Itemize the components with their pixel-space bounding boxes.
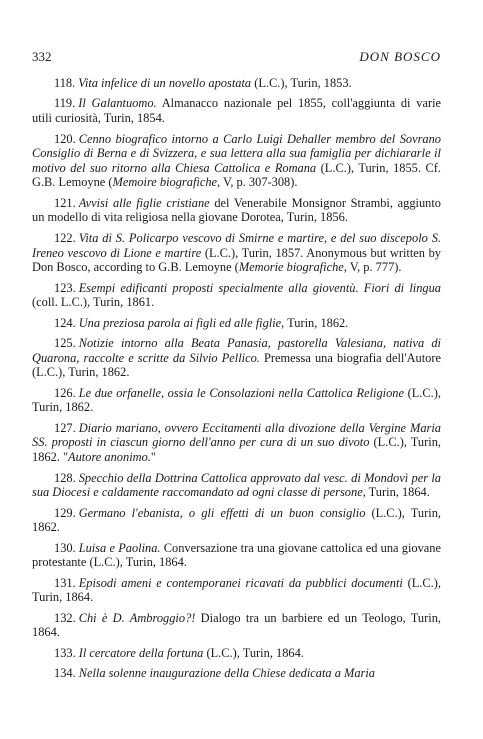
bibliography-entry bbox=[32, 421, 441, 465]
entry-number: 126. bbox=[54, 385, 76, 400]
entry-title-italic: Le due orfanelle, ossia le Consolazioni nella Cattolica Religione bbox=[78, 385, 404, 400]
entry-title-italic: Una preziosa parola ai figli ed alle figlie, bbox=[78, 315, 285, 330]
entry-title-italic: Memorie biografiche, bbox=[238, 260, 347, 275]
entry-title-italic: Specchio della Dottrina Cattolica approvato dal vesc. di Mondovì per la sua Diocesi e caldamente raccomandato ad ogni classe di persone, bbox=[32, 470, 441, 500]
entry-text: (L.C.), Turin, 1864. bbox=[203, 645, 304, 660]
entry-number: 125. bbox=[54, 336, 76, 351]
entry-number: 121. bbox=[54, 195, 76, 210]
bibliography-entry bbox=[32, 96, 441, 125]
entry-text: (L.C.), Turin, 1857. Anonymous but written by Don Bosco, according to G.B. Lemoyne ( bbox=[32, 245, 442, 275]
entry-title-italic: Memoire biografiche, bbox=[112, 175, 221, 190]
entry-number: 124. bbox=[54, 315, 76, 330]
entry-number: 118. bbox=[54, 76, 76, 90]
entry-text: Dialogo tra un barbiere ed un Teologo, Turin, 1864. bbox=[32, 610, 441, 640]
entry-text: (coll. L.C.), Turin, 1861. bbox=[32, 295, 155, 310]
entry-title-italic: Esempi edificanti proposti specialmente alla gioventù. Fiori di lingua bbox=[78, 280, 441, 295]
entry-number: 123. bbox=[54, 280, 76, 295]
entry-text: (L.C.), Turin, 1862. bbox=[32, 385, 441, 415]
entry-text: (L.C.), Turin, 1862. bbox=[32, 505, 441, 535]
entry-number: 134. bbox=[54, 666, 76, 681]
entry-text: Conversazione tra una giovane cattolica ed una giovane protestante (L.C.), Turin, 1864. bbox=[32, 540, 441, 570]
entry-number: 133. bbox=[54, 645, 76, 660]
entry-text: (L.C.), Turin, 1853. bbox=[251, 76, 352, 90]
entry-text: Turin, 1864. bbox=[365, 485, 430, 500]
bibliography-entry bbox=[32, 611, 441, 640]
bibliography-entry bbox=[32, 471, 441, 500]
entry-text: V, p. 307-308). bbox=[220, 175, 298, 190]
running-head: DON BOSCO bbox=[359, 49, 441, 64]
entry-number: 131. bbox=[54, 575, 76, 590]
bibliography-entry bbox=[32, 541, 441, 570]
entry-number: 128. bbox=[54, 470, 76, 485]
entry-text: Turin, 1862. bbox=[284, 315, 349, 330]
page-number: 332 bbox=[32, 49, 52, 64]
entry-text: " bbox=[150, 450, 156, 465]
entry-text: Almanacco nazionale pel 1855, coll'aggiunta di varie utili curiosità, Turin, 1854. bbox=[32, 96, 442, 126]
entry-number: 120. bbox=[54, 131, 76, 146]
entry-title-italic: Cenno biografico intorno a Carlo Luigi Dehaller membro del Sovrano Consiglio di Berna e di Svizzera, e sua lettera alla sua famiglia per dichiararle il motivo del suo ritorno alla Chiesa Cattolica e Romana bbox=[32, 131, 441, 175]
entry-text: Premessa una biografia dell'Autore (L.C.), Turin, 1862. bbox=[32, 350, 441, 380]
bibliography-entry bbox=[32, 196, 441, 225]
entry-number: 119. bbox=[54, 96, 76, 111]
bibliography-entry bbox=[32, 506, 441, 535]
entry-number: 122. bbox=[54, 230, 76, 245]
entry-title-italic: Notizie intorno alla Beata Panasia, pastorella Valesiana, nativa di Quarona, raccolte e scritte da Silvio Pellico. bbox=[32, 336, 441, 365]
bibliography-entry bbox=[32, 316, 441, 331]
entry-title-italic: Episodi ameni e contemporanei ricavati da pubblici documenti bbox=[78, 575, 403, 590]
page-header bbox=[32, 49, 441, 67]
bibliography-entry bbox=[32, 336, 441, 380]
entry-title-italic: Autore anonimo. bbox=[68, 450, 151, 465]
bibliography-entry bbox=[32, 76, 441, 91]
entry-title-italic: Diario mariano, ovvero Eccitamenti alla divozione della Vergine Maria SS. proposti in ciascun giorno dell'anno per cura di un suo divoto bbox=[32, 420, 441, 450]
entry-text: (L.C.), Turin, 1862. " bbox=[32, 435, 441, 465]
entry-title-italic: Germano l'ebanista, o gli effetti di un buon consiglio bbox=[78, 505, 366, 520]
entry-number: 130. bbox=[54, 540, 76, 555]
bibliography-entry bbox=[32, 231, 441, 275]
entry-title-italic: Il cercatore della fortuna bbox=[78, 645, 204, 660]
entry-text: del Venerabile Monsignor Strambi, aggiunto un modello di vita religiosa nella giovane Dorotea, Turin, 1856. bbox=[32, 195, 441, 225]
bibliography-entry bbox=[32, 132, 441, 190]
bibliography-entry bbox=[32, 386, 441, 415]
bibliography-entry bbox=[32, 281, 441, 310]
entry-number: 129. bbox=[54, 505, 76, 520]
entry-text: (L.C.), Turin, 1864. bbox=[32, 575, 441, 605]
entry-title-italic: Vita infelice di un novello apostata bbox=[78, 76, 252, 90]
bibliography-list bbox=[32, 76, 441, 687]
entry-number: 132. bbox=[54, 610, 76, 625]
entry-title-italic: Avvisi alle figlie cristiane bbox=[78, 195, 210, 210]
entry-number: 127. bbox=[54, 420, 76, 435]
entry-title-italic: Nella solenne inaugurazione della Chiese dedicata a Maria bbox=[78, 666, 375, 681]
entry-title-italic: Il Galantuomo. bbox=[78, 96, 157, 111]
entry-text: V, p. 777). bbox=[346, 260, 402, 275]
entry-title-italic: Vita di S. Policarpo vescovo di Smirne e martire, e del suo discepolo S. Ireneo vescovo di Lione e martire bbox=[32, 230, 441, 260]
entry-text: (L.C.), Turin, 1855. Cf. G.B. Lemoyne ( bbox=[32, 160, 441, 190]
entry-title-italic: Luisa e Paolina. bbox=[78, 540, 161, 555]
bibliography-entry bbox=[32, 646, 441, 661]
bibliography-entry bbox=[32, 576, 441, 605]
entry-title-italic: Chi è D. Ambroggio?! bbox=[78, 610, 196, 625]
bibliography-entry bbox=[32, 666, 441, 681]
